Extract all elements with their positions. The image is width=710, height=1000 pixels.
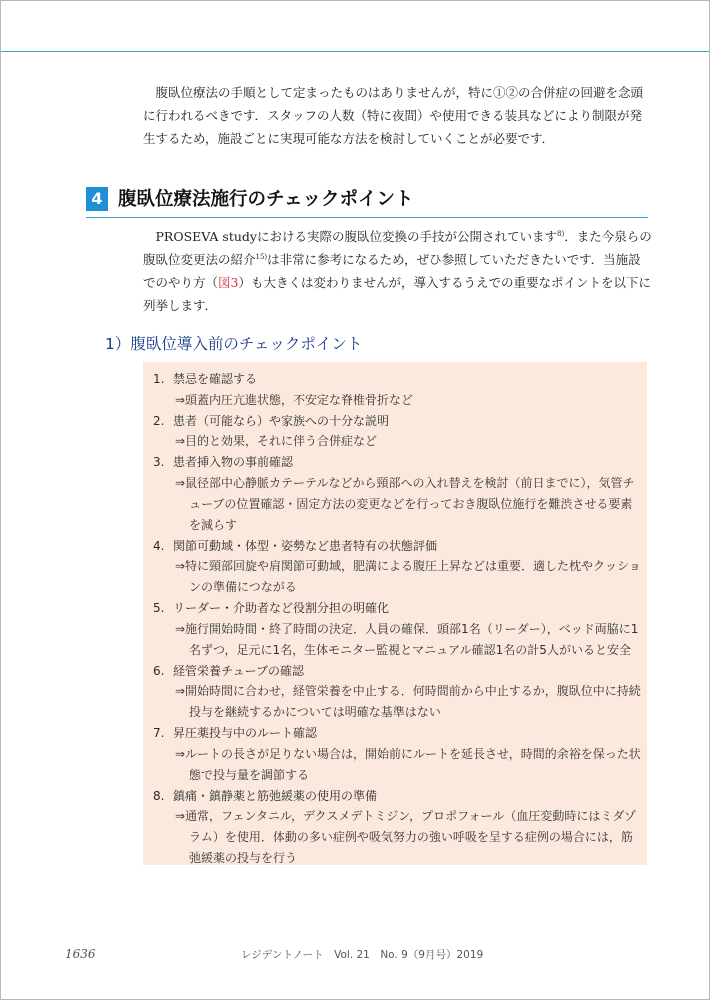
checklist-item-description: ⇒施行開始時間・終了時間の決定．人員の確保．頭部1名（リーダー），ベッド両脇に1名ずつ，足元に1名，生体モニター監視とマニュアル確認1名の計5人がいると安全 [175,621,639,657]
checklist-item [153,787,641,870]
checklist-item [153,537,641,599]
page-number: 1636 [65,947,96,961]
checklist-item-number: 8. [153,788,165,803]
checklist-item-description: ⇒ルートの長さが足りない場合は，開始前にルートを延長させ，時間的余裕を保った状態で投与量を調節する [175,746,641,782]
checklist-item-description: ⇒通常，フェンタニル，デクスメデトミジン，プロポフォール（血圧変動時にはミダゾラム）を使用．体動の多い症例や吸気努力の強い呼吸を呈する症例の場合には，筋弛緩薬の投与を行う [175,809,636,865]
reference-mark: 8) [557,230,565,238]
checklist-item-heading [153,453,641,473]
checklist-item-title: 昇圧薬投与中のルート確認 [173,726,318,740]
checklist-item-title: 患者挿入物の事前確認 [173,455,294,469]
checklist-item-number: 6. [153,663,165,678]
paragraph-text: は非常に参考になるため，ぜひ参照していただきたいです．当施設でのやり方（ [143,252,641,290]
paragraph-text: ）も大きくは変わりませんが，導入するうえでの重要なポイントを以下に列挙します． [143,275,651,313]
checklist-item-number: 2. [153,413,165,428]
header-rule [1,51,709,52]
checklist-item-number: 5. [153,601,165,615]
checklist-item [153,412,641,453]
intro-paragraph: 腹臥位療法の手順として定まったものはありませんが，特に①②の合併症の回避を念頭に行われるべきです．スタッフの人数（特に夜間）や使用できる装具などにより制限が発生するため，施設ごとに実現可能な方法を検討していくことが必要です． [143,85,644,146]
checklist-item-heading [153,599,641,619]
checklist-item-number: 7. [153,726,165,740]
checklist-item-title: 患者（可能なら）や家族への十分な説明 [173,413,390,428]
checklist-item [153,724,641,786]
paragraph-text: PROSEVA studyにおける実際の腹臥位変換の手技が公開されています [155,229,557,244]
checklist-item-number: 3. [153,455,165,469]
journal-footer: レジデントノート Vol. 21 No. 9（9月号）2019 [241,949,484,961]
section-paragraph [143,225,653,317]
reference-mark: 15) [255,253,268,261]
intro-paragraph-block [143,81,653,150]
checklist [153,370,641,870]
checklist-item [153,662,641,724]
checklist-item-heading [153,724,641,744]
checklist-item-number: 1. [153,372,165,386]
checklist-item-heading [153,537,641,557]
checklist-item-description: ⇒開始時間に合わせ，経管栄養を中止する．何時間前から中止するか，腹臥位中に持続投与を継続するかについては明確な基準はない [175,684,641,719]
checklist-item-description: ⇒特に頸部回旋や肩関節可動域，肥満による腹圧上昇などは重要．適した枕やクッションの準備につながる [175,559,641,594]
checklist-item-title: 関節可動域・体型・姿勢など患者特有の状態評価 [173,538,438,553]
checklist-item-title: 経管栄養チューブの確認 [173,663,305,678]
checklist-item-heading [153,412,641,432]
checklist-item-description: ⇒頭蓋内圧亢進状態，不安定な脊椎骨折など [175,392,414,407]
checklist-item [153,453,641,536]
section-heading [86,185,648,218]
checklist-item-heading [153,787,641,807]
paragraph-text: ．また今泉らの腹臥位変更法の紹介 [143,229,652,267]
checklist-item [153,370,641,411]
checklist-item-description: ⇒鼠径部中心静脈カテーテルなどから頸部への入れ替えを検討（前日までに），気管チューブの位置確認・固定方法の変更などを行っておき腹臥位施行を難渋させる要素を減らす [175,475,635,532]
checklist-item [153,599,641,661]
checklist-item-description: ⇒目的と効果，それに伴う合併症など [175,434,378,448]
checklist-item-heading [153,662,641,682]
section-title: 腹臥位療法施行のチェックポイント [118,189,414,210]
figure-reference-link[interactable]: 図3 [218,275,239,290]
checklist-item-title: 鎮痛・鎮静薬と筋弛緩薬の使用の準備 [173,788,378,803]
checklist-item-title: 禁忌を確認する [173,372,258,386]
checklist-item-title: リーダー・介助者など役割分担の明確化 [173,601,390,615]
checklist-item-number: 4. [153,538,165,553]
section-paragraph-block [143,225,653,317]
section-number-badge: 4 [86,187,108,211]
subsection-title: 1）腹臥位導入前のチェックポイント [105,335,363,353]
checklist-item-heading [153,370,641,390]
checklist-box [143,362,647,865]
